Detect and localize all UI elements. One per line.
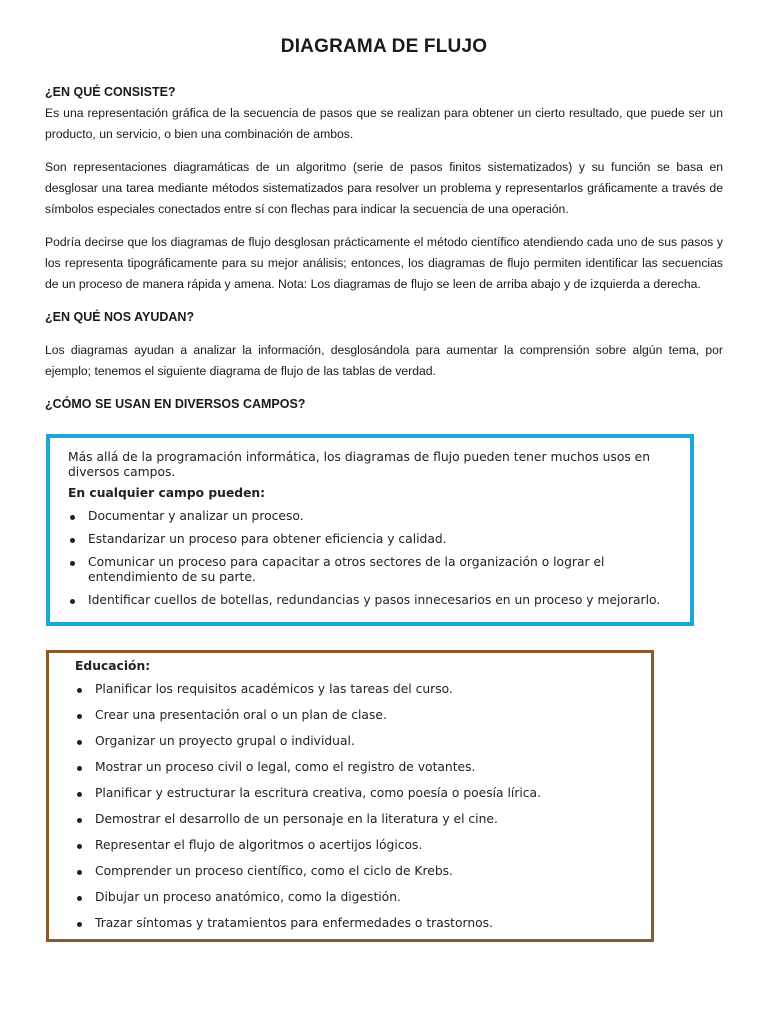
list-item (68, 532, 670, 547)
uses-list (68, 509, 670, 608)
list-item (75, 812, 635, 827)
list-item-text: Planificar los requisitos académicos y las tareas del curso. (95, 682, 453, 696)
list-item-text: Trazar síntomas y tratamientos para enfermedades o trastornos. (95, 916, 493, 930)
bullet-icon (70, 599, 75, 604)
list-item (75, 786, 635, 801)
list-item-text: Identificar cuellos de botellas, redundancias y pasos innecesarios en un proceso y mejorarlo. (88, 593, 661, 607)
list-item-text: Dibujar un proceso anatómico, como la digestión. (95, 890, 401, 904)
bullet-icon (77, 688, 82, 693)
bullet-icon (70, 561, 75, 566)
uses-box (46, 434, 694, 626)
list-item-text: Mostrar un proceso civil o legal, como el registro de votantes. (95, 760, 476, 774)
education-list (75, 682, 635, 931)
list-item (75, 838, 635, 853)
education-heading: Educación: (75, 659, 151, 673)
bullet-icon (77, 922, 82, 927)
education-box (46, 650, 654, 942)
uses-intro: Más allá de la programación informática, los diagramas de flujo pueden tener muchos usos en diversos campos. (68, 450, 651, 479)
bullet-icon (70, 538, 75, 543)
list-item-text: Comprender un proceso científico, como el ciclo de Krebs. (95, 864, 453, 878)
list-item (68, 555, 670, 585)
list-item (75, 890, 635, 905)
list-item (68, 593, 670, 608)
bullet-icon (77, 792, 82, 797)
paragraph-metodo-cientifico: Podría decirse que los diagramas de flujo desglosan prácticamente el método científico atendiendo cada uno de sus pasos y los representa tipográficamente para su mejor análisis; entonces, los diagramas de flujo permiten identificar las secuencias de un proceso de manera rápida y amena. Nota: Los diagramas de flujo se leen de arriba abajo y de izquierda a derecha. (45, 235, 723, 291)
bullet-icon (77, 766, 82, 771)
list-item (75, 864, 635, 879)
document-page (45, 36, 723, 415)
paragraph-ayudan: Los diagramas ayudan a analizar la información, desglosándola para aumentar la comprensión sobre algún tema, por ejemplo; tenemos el siguiente diagrama de flujo de las tablas de verdad. (45, 343, 723, 378)
list-item-text: Estandarizar un proceso para obtener eficiencia y calidad. (88, 532, 447, 546)
list-item (75, 760, 635, 775)
uses-heading: En cualquier campo pueden: (68, 486, 266, 500)
section-heading-ayudan: ¿EN QUÉ NOS AYUDAN? (45, 310, 195, 324)
list-item (75, 916, 635, 931)
list-item (68, 509, 670, 524)
bullet-icon (77, 818, 82, 823)
list-item-text: Representar el flujo de algoritmos o acertijos lógicos. (95, 838, 423, 852)
list-item-text: Planificar y estructurar la escritura creativa, como poesía o poesía lírica. (95, 786, 542, 800)
bullet-icon (77, 896, 82, 901)
list-item (75, 682, 635, 697)
list-item-text: Comunicar un proceso para capacitar a otros sectores de la organización o lograr el entendimiento de su parte. (88, 555, 605, 584)
paragraph-definicion: Es una representación gráfica de la secuencia de pasos que se realizan para obtener un cierto resultado, que puede ser un producto, un servicio, o bien una combinación de ambos. (45, 106, 723, 141)
list-item-text: Demostrar el desarrollo de un personaje en la literatura y el cine. (95, 812, 498, 826)
list-item-text: Organizar un proyecto grupal o individual. (95, 734, 355, 748)
document-title: DIAGRAMA DE FLUJO (280, 36, 488, 57)
list-item-text: Crear una presentación oral o un plan de clase. (95, 708, 387, 722)
section-heading-campos: ¿CÓMO SE USAN EN DIVERSOS CAMPOS? (45, 397, 306, 411)
bullet-icon (77, 844, 82, 849)
list-item (75, 734, 635, 749)
bullet-icon (70, 515, 75, 520)
list-item (75, 708, 635, 723)
list-item-text: Documentar y analizar un proceso. (88, 509, 304, 523)
bullet-icon (77, 714, 82, 719)
bullet-icon (77, 870, 82, 875)
paragraph-representaciones: Son representaciones diagramáticas de un algoritmo (serie de pasos finitos sistematizados) y su función se basa en desglosar una tarea mediante métodos sistematizados para resolver un problema y representarlos gráficamente a través de símbolos especiales conectados entre sí con flechas para indicar la secuencia de una operación. (45, 160, 723, 216)
bullet-icon (77, 740, 82, 745)
section-heading-consiste: ¿EN QUÉ CONSISTE? (45, 85, 176, 99)
